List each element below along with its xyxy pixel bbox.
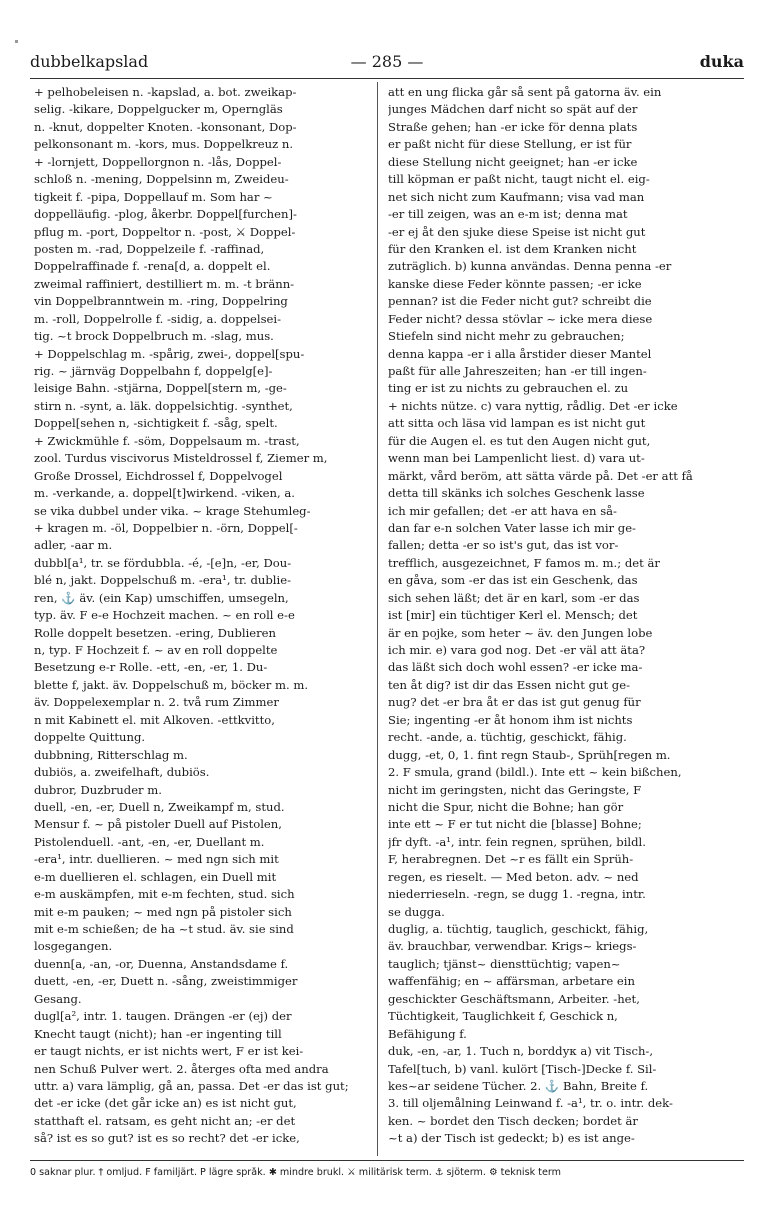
- left-column: [34, 84, 366, 1148]
- dictionary-line: märkt, vård beröm, att sätta värde på. Det -er att få: [388, 468, 693, 483]
- dictionary-line: Stiefeln sind nicht mehr zu gebrauchen;: [388, 329, 625, 344]
- dictionary-line: att en ung flicka går så sent på gatorna äv. ein: [388, 85, 662, 99]
- dictionary-line: typ. äv. F e-e Hochzeit machen. ~ en roll e-e: [34, 608, 295, 623]
- dictionary-line: en gåva, som -er das ist ein Geschenk, das: [388, 573, 638, 588]
- dictionary-line: till köpman er paßt nicht, taugt nicht el. eig-: [388, 172, 650, 187]
- page-header: [30, 46, 744, 74]
- dictionary-line: diese Stellung nicht geeignet; han -er icke: [388, 154, 638, 169]
- dictionary-line: trefflich, ausgezeichnet, F famos m. m.; det är: [388, 555, 660, 570]
- dictionary-line: ich mir gefallen; det -er att hava en så-: [388, 503, 617, 518]
- footer-rule: [30, 1160, 744, 1161]
- dictionary-line: duk, -en, -ar, 1. Tuch n, borddук a) vit Tisch-,: [388, 1044, 654, 1059]
- right-column: [388, 84, 746, 1148]
- dictionary-line: doppelte Quittung.: [34, 730, 146, 745]
- dictionary-line: recht. -ande, a. tüchtig, geschickt, fähig.: [388, 730, 627, 745]
- dictionary-line: mit e-m schießen; de ha ~t stud. äv. sie sind: [34, 922, 294, 936]
- dictionary-line: junges Mädchen darf nicht so spät auf der: [388, 102, 638, 117]
- dictionary-line: dan far e-n solchen Vater lasse ich mir ge-: [388, 520, 636, 535]
- dictionary-line: Knecht taugt (nicht); han -er ingenting till: [34, 1026, 282, 1041]
- dictionary-line: posten m. -rad, Doppelzeile f. -raffinad,: [34, 241, 265, 256]
- dictionary-line: + Doppelschlag m. -spårig, zwei-, doppel[spu-: [34, 346, 305, 361]
- dictionary-line: stirn n. -synt, a. läk. doppelsichtig. -synthet,: [34, 398, 293, 413]
- dictionary-line: zuträglich. b) kunna användas. Denna penna -er: [388, 259, 672, 274]
- dictionary-line: geschickter Geschäftsmann, Arbeiter. -het,: [388, 991, 640, 1006]
- dictionary-line: duett, -en, -er, Duett n. -sång, zweistimmiger: [34, 974, 298, 989]
- dictionary-line: tig. ~t brock Doppelbruch m. -slag, mus.: [34, 329, 274, 344]
- dictionary-line: kes~ar seidene Tücher. 2. ⚓ Bahn, Breite f.: [388, 1078, 649, 1093]
- dictionary-line: waffenfähig; en ~ affärsman, arbetare ein: [388, 974, 635, 989]
- dictionary-line: ich mir. e) vara god nog. Det -er väl att äta?: [388, 643, 646, 657]
- dictionary-line: er paßt nicht für diese Stellung, er ist für: [388, 137, 632, 152]
- dictionary-line: er taugt nichts, er ist nichts wert, F er ist kei-: [34, 1044, 304, 1059]
- dictionary-line: pflug m. -port, Doppeltor n. -post, ⚔ Doppel-: [34, 224, 296, 239]
- dictionary-line: n, typ. F Hochzeit f. ~ av en roll doppelte: [34, 643, 278, 657]
- dictionary-line: Besetzung e-r Rolle. -ett, -en, -er, 1. Du-: [34, 660, 268, 675]
- dictionary-line: uttr. a) vara lämplig, gå an, passa. Det -er das ist gut;: [34, 1078, 349, 1093]
- dictionary-line: pelkonsonant m. -kors, mus. Doppelkreuz n.: [34, 137, 294, 152]
- dictionary-line: kanske diese Feder könnte passen; -er icke: [388, 276, 642, 291]
- dictionary-line: selig. -kikare, Doppelgucker m, Operngläs: [34, 102, 283, 117]
- page-number: — 285 —: [350, 52, 424, 71]
- dictionary-line: att sitta och läsa vid lampan es ist nicht gut: [388, 416, 646, 431]
- dictionary-line: duglig, a. tüchtig, tauglich, geschickt, fähig,: [388, 922, 649, 936]
- dictionary-line: Mensur f. ~ på pistoler Duell auf Pistolen,: [34, 817, 282, 832]
- dictionary-line: für die Augen el. es tut den Augen nicht gut,: [388, 433, 651, 448]
- dictionary-line: dubror, Duzbruder m.: [34, 782, 162, 797]
- dictionary-line: doppelläufig. -plog, åkerbr. Doppel[furchen]-: [34, 207, 297, 222]
- dictionary-line: Tüchtigkeit, Tauglichkeit f, Geschick n,: [388, 1009, 618, 1024]
- dictionary-line: detta till skänks ich solches Geschenk lasse: [388, 486, 645, 501]
- dictionary-line: mit e-m pauken; ~ med ngn på pistoler sich: [34, 904, 292, 919]
- dictionary-line: Große Drossel, Eichdrossel f, Doppelvogel: [34, 468, 283, 483]
- dictionary-line: ken. ~ bordet den Tisch decken; bordet är: [388, 1113, 638, 1128]
- left-headword: dubbelkapslad: [30, 52, 149, 71]
- header-rule: [30, 78, 744, 79]
- dictionary-line: Straße gehen; han -er icke för denna plats: [388, 119, 638, 134]
- dictionary-line: pennan? ist die Feder nicht gut? schreibt die: [388, 294, 652, 309]
- dictionary-line: se dugga.: [388, 904, 445, 919]
- dictionary-line: tauglich; tjänst~ diensttüchtig; vapen~: [388, 956, 621, 971]
- dictionary-line: fallen; detta -er so ist's gut, das ist vor-: [388, 538, 619, 553]
- dictionary-line: + -lornjett, Doppellorgnon n. -lås, Doppel-: [34, 154, 282, 169]
- dictionary-line: zool. Turdus viscivorus Misteldrossel f, Ziemer m,: [34, 451, 328, 466]
- dictionary-line: zweimal raffiniert, destilliert m. m. -t bränn-: [34, 276, 295, 291]
- dictionary-line: Feder nicht? dessa stövlar ~ icke mera diese: [388, 311, 653, 326]
- page-mark: [15, 40, 18, 43]
- dictionary-line: äv. brauchbar, verwendbar. Krigs~ kriegs-: [388, 939, 637, 954]
- dictionary-line: ~t a) der Tisch ist gedeckt; b) es ist ange-: [388, 1131, 635, 1146]
- dictionary-line: ting er ist zu nichts zu gebrauchen el. zu: [388, 381, 629, 396]
- dictionary-line: wenn man bei Lampenlicht liest. d) vara ut-: [388, 451, 645, 466]
- dictionary-line: dubbl[a¹, tr. se fördubbla. -é, -[e]n, -er, Dou-: [34, 555, 292, 570]
- dictionary-line: äv. Doppelexemplar n. 2. två rum Zimmer: [34, 695, 279, 710]
- dictionary-line: blette f, jakt. äv. Doppelschuß m, böcker m. m.: [34, 677, 309, 692]
- dictionary-line: så? ist es so gut? ist es so recht? det -er icke,: [34, 1131, 300, 1146]
- dictionary-line: duenn[a, -an, -or, Duenna, Anstandsdame f.: [34, 956, 289, 971]
- dictionary-line: sich sehen läßt; det är en karl, som -er das: [388, 590, 640, 605]
- dictionary-line: denna kappa -er i alla årstider dieser Mantel: [388, 346, 652, 361]
- dictionary-line: det -er icke (det går icke an) es ist nicht gut,: [34, 1096, 297, 1111]
- dictionary-line: + Zwickmühle f. -söm, Doppelsaum m. -trast,: [34, 433, 300, 448]
- dictionary-line: -er till zeigen, was an e-m ist; denna mat: [388, 207, 628, 222]
- dictionary-line: Tafel[tuch, b) vanl. kulört [Tisch-]Decke f. Sil-: [388, 1061, 657, 1076]
- dictionary-line: das läßt sich doch wohl essen? -er icke ma-: [388, 660, 643, 675]
- dictionary-line: paßt für alle Jahreszeiten; han -er till ingen-: [388, 364, 647, 378]
- dictionary-line: jfr dyft. -a¹, intr. fein regnen, sprühen, bildl.: [388, 834, 646, 849]
- dictionary-line: Befähigung f.: [388, 1026, 467, 1041]
- dictionary-line: blé n, jakt. Doppelschuß m. -era¹, tr. dublie-: [34, 573, 291, 588]
- dictionary-line: Sie; ingenting -er åt honom ihm ist nichts: [388, 712, 633, 727]
- dictionary-line: e-m duellieren el. schlagen, ein Duell mit: [34, 869, 277, 884]
- dictionary-line: är en pojke, som heter ~ äv. den Jungen lobe: [388, 625, 653, 640]
- dictionary-line: e-m auskämpfen, mit e-m fechten, stud. sich: [34, 887, 295, 902]
- dictionary-line: net sich nicht zum Kaufmann; visa vad man: [388, 189, 645, 204]
- dictionary-line: niederrieseln. -regn, se dugg 1. -regna, intr.: [388, 887, 646, 902]
- dictionary-line: ren, ⚓ äv. (ein Kap) umschiffen, umsegeln,: [34, 590, 289, 605]
- dictionary-line: ten åt dig? ist dir das Essen nicht gut ge-: [388, 677, 630, 692]
- dictionary-line: se vika dubbel under vika. ~ krage Stehumleg-: [34, 503, 311, 518]
- dictionary-line: Doppel[sehen n, -sichtigkeit f. -såg, spelt.: [34, 416, 278, 431]
- dictionary-line: -er ej åt den sjuke diese Speise ist nicht gut: [388, 224, 646, 239]
- dictionary-line: Doppelraffinade f. -rena[d, a. doppelt el.: [34, 259, 271, 274]
- dictionary-line: dugl[a², intr. 1. taugen. Drängen -er (ej) der: [34, 1009, 292, 1024]
- dictionary-line: Pistolenduell. -ant, -en, -er, Duellant m.: [34, 834, 265, 849]
- dictionary-line: nug? det -er bra åt er das ist gut genug für: [388, 695, 641, 710]
- dictionary-line: inte ett ~ F er tut nicht die [blasse] Bohne;: [388, 817, 642, 832]
- dictionary-line: nen Schuß Pulver wert. 2. återges ofta med andra: [34, 1061, 329, 1076]
- dictionary-line: dubiös, a. zweifelhaft, dubiös.: [34, 765, 210, 780]
- dictionary-line: F, herabregnen. Det ~r es fällt ein Sprüh-: [388, 852, 634, 867]
- dictionary-line: + kragen m. -öl, Doppelbier n. -örn, Doppel[-: [34, 520, 298, 535]
- dictionary-line: Rolle doppelt besetzen. -ering, Dublieren: [34, 625, 277, 640]
- dictionary-line: vin Doppelbranntwein m. -ring, Doppelring: [34, 294, 288, 309]
- dictionary-line: ist [mir] ein tüchtiger Kerl el. Mensch; det: [388, 608, 638, 623]
- dictionary-line: m. -verkande, a. doppel[t]wirkend. -viken, a.: [34, 486, 295, 501]
- dictionary-line: 3. till oljemålning Leinwand f. -a¹, tr. o. intr. dek-: [388, 1096, 673, 1111]
- abbreviation-legend: 0 saknar plur. † omljud. F familjärt. P lägre språk. ✱ mindre brukl. ⚔ militärisk term. ⚓ sjöterm. ⚙ teknisk term: [30, 1167, 561, 1178]
- dictionary-line: Gesang.: [34, 991, 82, 1006]
- dictionary-line: + pelhobeleisen n. -kapslad, a. bot. zweikap-: [34, 85, 297, 99]
- dictionary-line: 2. F smula, grand (bildl.). Inte ett ~ kein bißchen,: [388, 765, 682, 780]
- dictionary-line: leisige Bahn. -stjärna, Doppel[stern m, -ge-: [34, 381, 287, 396]
- dictionary-line: + nichts nütze. c) vara nyttig, rådlig. Det -er icke: [388, 398, 678, 413]
- dictionary-line: losgegangen.: [34, 939, 113, 954]
- right-headword: duka: [699, 52, 744, 71]
- dictionary-line: nicht die Spur, nicht die Bohne; han gör: [388, 799, 624, 814]
- dictionary-line: n. -knut, doppelter Knoten. -konsonant, Dop-: [34, 119, 297, 134]
- dictionary-line: n mit Kabinett el. mit Alkoven. -ettkvitto,: [34, 712, 275, 727]
- dictionary-line: rig. ~ järnväg Doppelbahn f, doppelg[e]-: [34, 364, 273, 378]
- dictionary-line: m. -roll, Doppelrolle f. -sidig, a. doppelsei-: [34, 311, 282, 326]
- dictionary-line: für den Kranken el. ist dem Kranken nicht: [388, 241, 637, 256]
- dictionary-line: tigkeit f. -pipa, Doppellauf m. Som har ~: [34, 189, 273, 204]
- dictionary-line: schloß n. -mening, Doppelsinn m, Zweideu-: [34, 172, 289, 187]
- dictionary-line: -era¹, intr. duellieren. ~ med ngn sich mit: [34, 852, 279, 867]
- dictionary-line: dugg, -et, 0, 1. fint regn Staub-, Sprüh[regen m.: [388, 747, 671, 762]
- dictionary-line: adler, -aar m.: [34, 538, 113, 553]
- dictionary-line: dubbning, Ritterschlag m.: [34, 747, 188, 762]
- dictionary-line: duell, -en, -er, Duell n, Zweikampf m, stud.: [34, 799, 285, 814]
- dictionary-line: regen, es rieselt. — Med beton. adv. ~ ned: [388, 869, 639, 884]
- dictionary-line: statthaft el. ratsam, es geht nicht an; -er det: [34, 1113, 296, 1128]
- column-divider: [377, 82, 378, 1156]
- dictionary-line: nicht im geringsten, nicht das Geringste, F: [388, 782, 642, 797]
